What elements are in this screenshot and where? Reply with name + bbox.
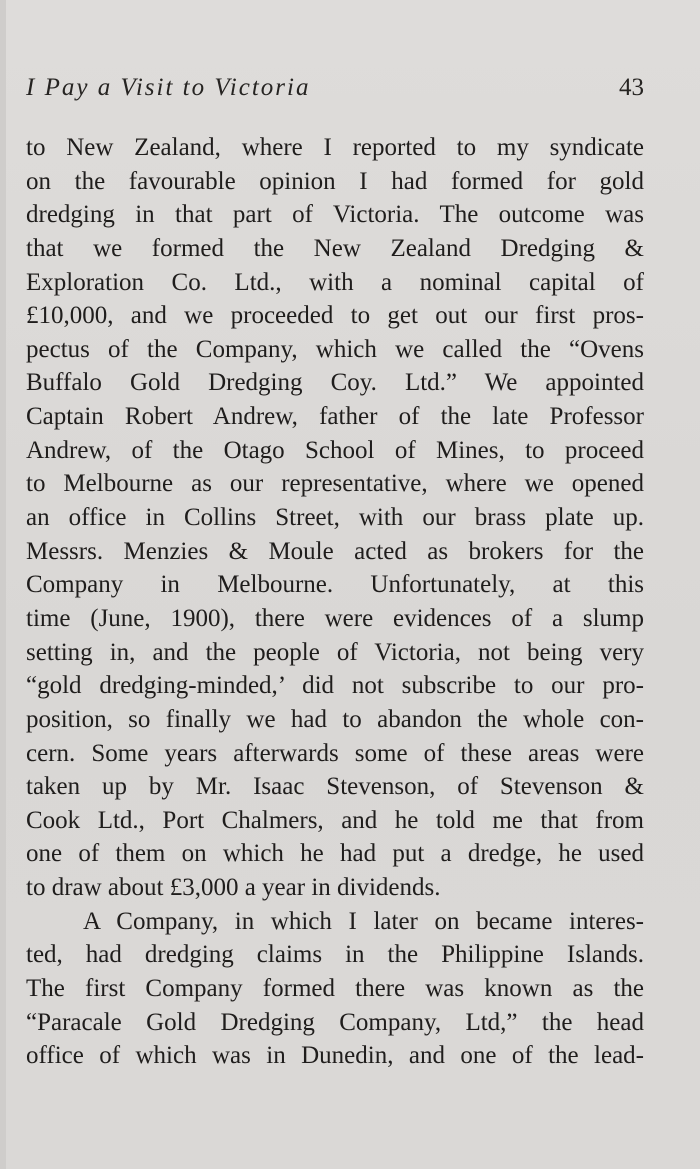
- text-line: to draw about £3,000 a year in dividends.: [26, 874, 441, 902]
- running-header: [26, 74, 644, 108]
- text-line: Buffalo Gold Dredging Coy. Ltd.” We appointed: [26, 369, 644, 397]
- text-line: time (June, 1900), there were evidences of a slump: [26, 604, 644, 632]
- text-line: taken up by Mr. Isaac Stevenson, of Stevenson &: [26, 773, 644, 801]
- page-gutter-edge: [0, 0, 6, 1169]
- text-line: pectus of the Company, which we called the “Ovens: [26, 335, 644, 363]
- text-line: position, so finally we had to abandon the whole con-: [26, 705, 644, 733]
- running-title: I Pay a Visit to Victoria: [26, 74, 311, 101]
- text-line: ted, had dredging claims in the Philippine Islands.: [26, 941, 644, 969]
- text-line: Company in Melbourne. Unfortunately, at this: [26, 571, 644, 599]
- text-line: on the favourable opinion I had formed for gold: [26, 167, 644, 195]
- text-line: “gold dredging-minded,’ did not subscribe to our pro-: [26, 672, 644, 700]
- text-line: dredging in that part of Victoria. The outcome was: [26, 201, 644, 229]
- text-line: The first Company formed there was known as the: [26, 975, 644, 1003]
- text-line: “Paracale Gold Dredging Company, Ltd,” the head: [26, 1008, 644, 1036]
- text-line: Messrs. Menzies & Moule acted as brokers for the: [26, 537, 644, 565]
- text-line: Captain Robert Andrew, father of the late Professor: [26, 403, 644, 431]
- text-line: that we formed the New Zealand Dredging &: [26, 234, 644, 262]
- text-line: cern. Some years afterwards some of these areas were: [26, 739, 644, 767]
- page-number: 43: [619, 74, 644, 101]
- text-line: A Company, in which I later on became interes-: [83, 907, 644, 935]
- text-line: Andrew, of the Otago School of Mines, to proceed: [26, 436, 644, 464]
- body-text: [26, 131, 644, 1073]
- text-line: £10,000, and we proceeded to get out our first pros-: [26, 302, 644, 330]
- text-line: one of them on which he had put a dredge, he used: [26, 840, 644, 868]
- text-line: Cook Ltd., Port Chalmers, and he told me that from: [26, 806, 644, 834]
- text-line: setting in, and the people of Victoria, not being very: [26, 638, 644, 666]
- text-line: Exploration Co. Ltd., with a nominal capital of: [26, 268, 644, 296]
- text-line: office of which was in Dunedin, and one of the lead-: [26, 1042, 644, 1070]
- text-line: to Melbourne as our representative, where we opened: [26, 470, 644, 498]
- text-line: to New Zealand, where I reported to my syndicate: [26, 134, 644, 161]
- text-line: an office in Collins Street, with our brass plate up.: [26, 504, 644, 532]
